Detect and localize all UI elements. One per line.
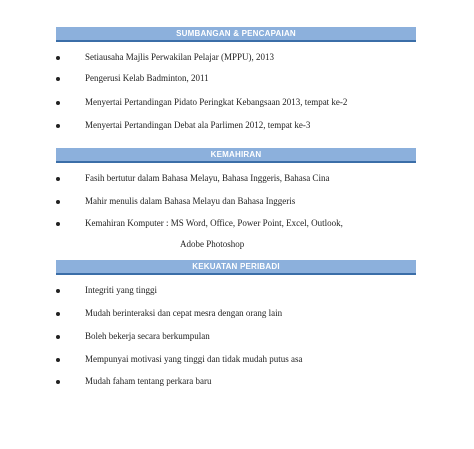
list-item-text: Fasih bertutur dalam Bahasa Melayu, Bahasa Inggeris, Bahasa Cina — [85, 173, 330, 183]
list-item-text: Menyertai Pertandingan Debat ala Parlimen 2012, tempat ke-3 — [85, 120, 311, 130]
list-item-text: Pengerusi Kelab Badminton, 2011 — [85, 73, 209, 83]
bullet-icon — [56, 124, 60, 128]
list-item — [71, 97, 347, 108]
section-header: SUMBANGAN & PENCAPAIAN — [56, 27, 416, 42]
bullet-icon — [56, 56, 60, 60]
list-item — [71, 120, 310, 131]
bullet-icon — [56, 200, 60, 204]
list-item-text: Mempunyai motivasi yang tinggi dan tidak mudah putus asa — [85, 354, 303, 364]
list-item-text: Mahir menulis dalam Bahasa Melayu dan Bahasa Inggeris — [85, 196, 296, 206]
bullet-icon — [56, 312, 60, 316]
list-item — [71, 196, 295, 207]
bullet-icon — [56, 289, 60, 293]
list-item-text: Mudah berinteraksi dan cepat mesra dengan orang lain — [85, 308, 283, 318]
list-item-text: Boleh bekerja secara berkumpulan — [85, 331, 210, 341]
list-item — [71, 173, 329, 184]
bullet-icon — [56, 177, 60, 181]
list-item-text: Kemahiran Komputer : MS Word, Office, Power Point, Excel, Outlook, — [85, 218, 343, 228]
list-item-text: Mudah faham tentang perkara baru — [85, 376, 212, 386]
bullet-icon — [56, 77, 60, 81]
list-item — [71, 354, 302, 365]
bullet-icon — [56, 101, 60, 105]
list-item — [71, 52, 274, 63]
section-kekuatan-peribadi — [56, 260, 416, 386]
list-item — [71, 308, 282, 319]
list-item — [71, 285, 157, 296]
list-item-text: Setiausaha Majlis Perwakilan Pelajar (MPPU), 2013 — [85, 52, 274, 62]
bullet-icon — [56, 335, 60, 339]
list-item-continuation: Adobe Photoshop — [180, 239, 245, 249]
bullet-icon — [56, 380, 60, 384]
list-item-text: Integriti yang tinggi — [85, 285, 157, 295]
list-item — [71, 331, 210, 342]
list-item — [71, 73, 209, 84]
list-item-text: Menyertai Pertandingan Pidato Peringkat Kebangsaan 2013, tempat ke-2 — [85, 97, 348, 107]
section-kemahiran — [56, 148, 416, 249]
section-header: KEMAHIRAN — [56, 148, 416, 163]
section-sumbangan-pencapaian — [56, 27, 416, 130]
list-item — [71, 376, 211, 387]
bullet-icon — [56, 358, 60, 362]
bullet-icon — [56, 222, 60, 226]
section-header: KEKUATAN PERIBADI — [56, 260, 416, 275]
list-item — [71, 218, 343, 229]
